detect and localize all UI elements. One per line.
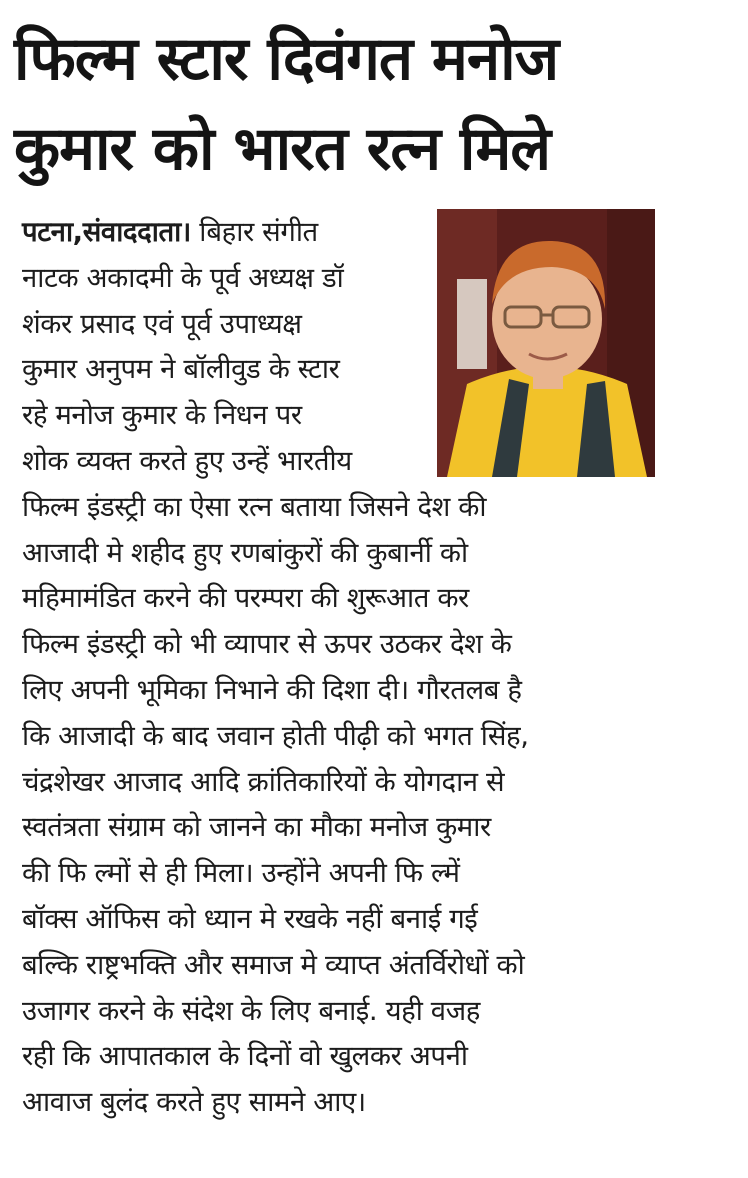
dateline: पटना,संवाददाता। bbox=[22, 216, 191, 248]
body-line: आवाज बुलंद करते हुए सामने आए। bbox=[22, 1086, 366, 1119]
article-headline bbox=[14, 14, 734, 194]
body-line: बल्कि राष्ट्रभक्ति और समाज मे व्याप्त अंतर्विरोधों को bbox=[22, 948, 525, 981]
body-line: महिमामंडित करने की परम्परा की शुरूआत कर bbox=[22, 582, 469, 615]
body-line: शंकर प्रसाद एवं पूर्व उपाध्यक्ष bbox=[22, 307, 302, 340]
body-line: नाटक अकादमी के पूर्व अध्यक्ष डॉ bbox=[22, 261, 344, 294]
body-line: स्वतंत्रता संग्राम को जानने का मौका मनोज कुमार bbox=[22, 811, 491, 844]
article-body bbox=[22, 210, 529, 1126]
headline-line-2: कुमार को भारत रत्न मिले bbox=[14, 114, 551, 184]
body-line: कि आजादी के बाद जवान होती पीढ़ी को भगत सिंह, bbox=[22, 719, 529, 752]
body-line: कुमार अनुपम ने बॉलीवुड के स्टार bbox=[22, 353, 340, 386]
body-line: फिल्म इंडस्ट्री का ऐसा रत्न बताया जिसने देश की bbox=[22, 490, 487, 523]
body-line: फिल्म इंडस्ट्री को भी व्यापार से ऊपर उठकर देश के bbox=[22, 628, 512, 661]
body-line: की फि ल्मों से ही मिला। उन्होंने अपनी फि ल्में bbox=[22, 857, 460, 890]
headline-line-1: फिल्म स्टार दिवंगत मनोज bbox=[14, 24, 559, 94]
body-line: आजादी मे शहीद हुए रणबांकुरों की कुबार्नी को bbox=[22, 536, 468, 569]
body-line: बॉक्स ऑफिस को ध्यान मे रखके नहीं बनाई गई bbox=[22, 902, 478, 935]
first-line-text: बिहार संगीत bbox=[190, 216, 318, 248]
body-line: रही कि आपातकाल के दिनों वो खुलकर अपनी bbox=[22, 1040, 468, 1073]
body-line: उजागर करने के संदेश के लिए बनाई. यही वजह bbox=[22, 994, 480, 1027]
body-line: रहे मनोज कुमार के निधन पर bbox=[22, 399, 302, 432]
body-line bbox=[22, 210, 529, 256]
body-line: चंद्रशेखर आजाद आदि क्रांतिकारियों के योगदान से bbox=[22, 765, 505, 798]
body-line: लिए अपनी भूमिका निभाने की दिशा दी। गौरतलब है bbox=[22, 673, 522, 706]
body-line: शोक व्यक्त करते हुए उन्हें भारतीय bbox=[22, 444, 352, 477]
